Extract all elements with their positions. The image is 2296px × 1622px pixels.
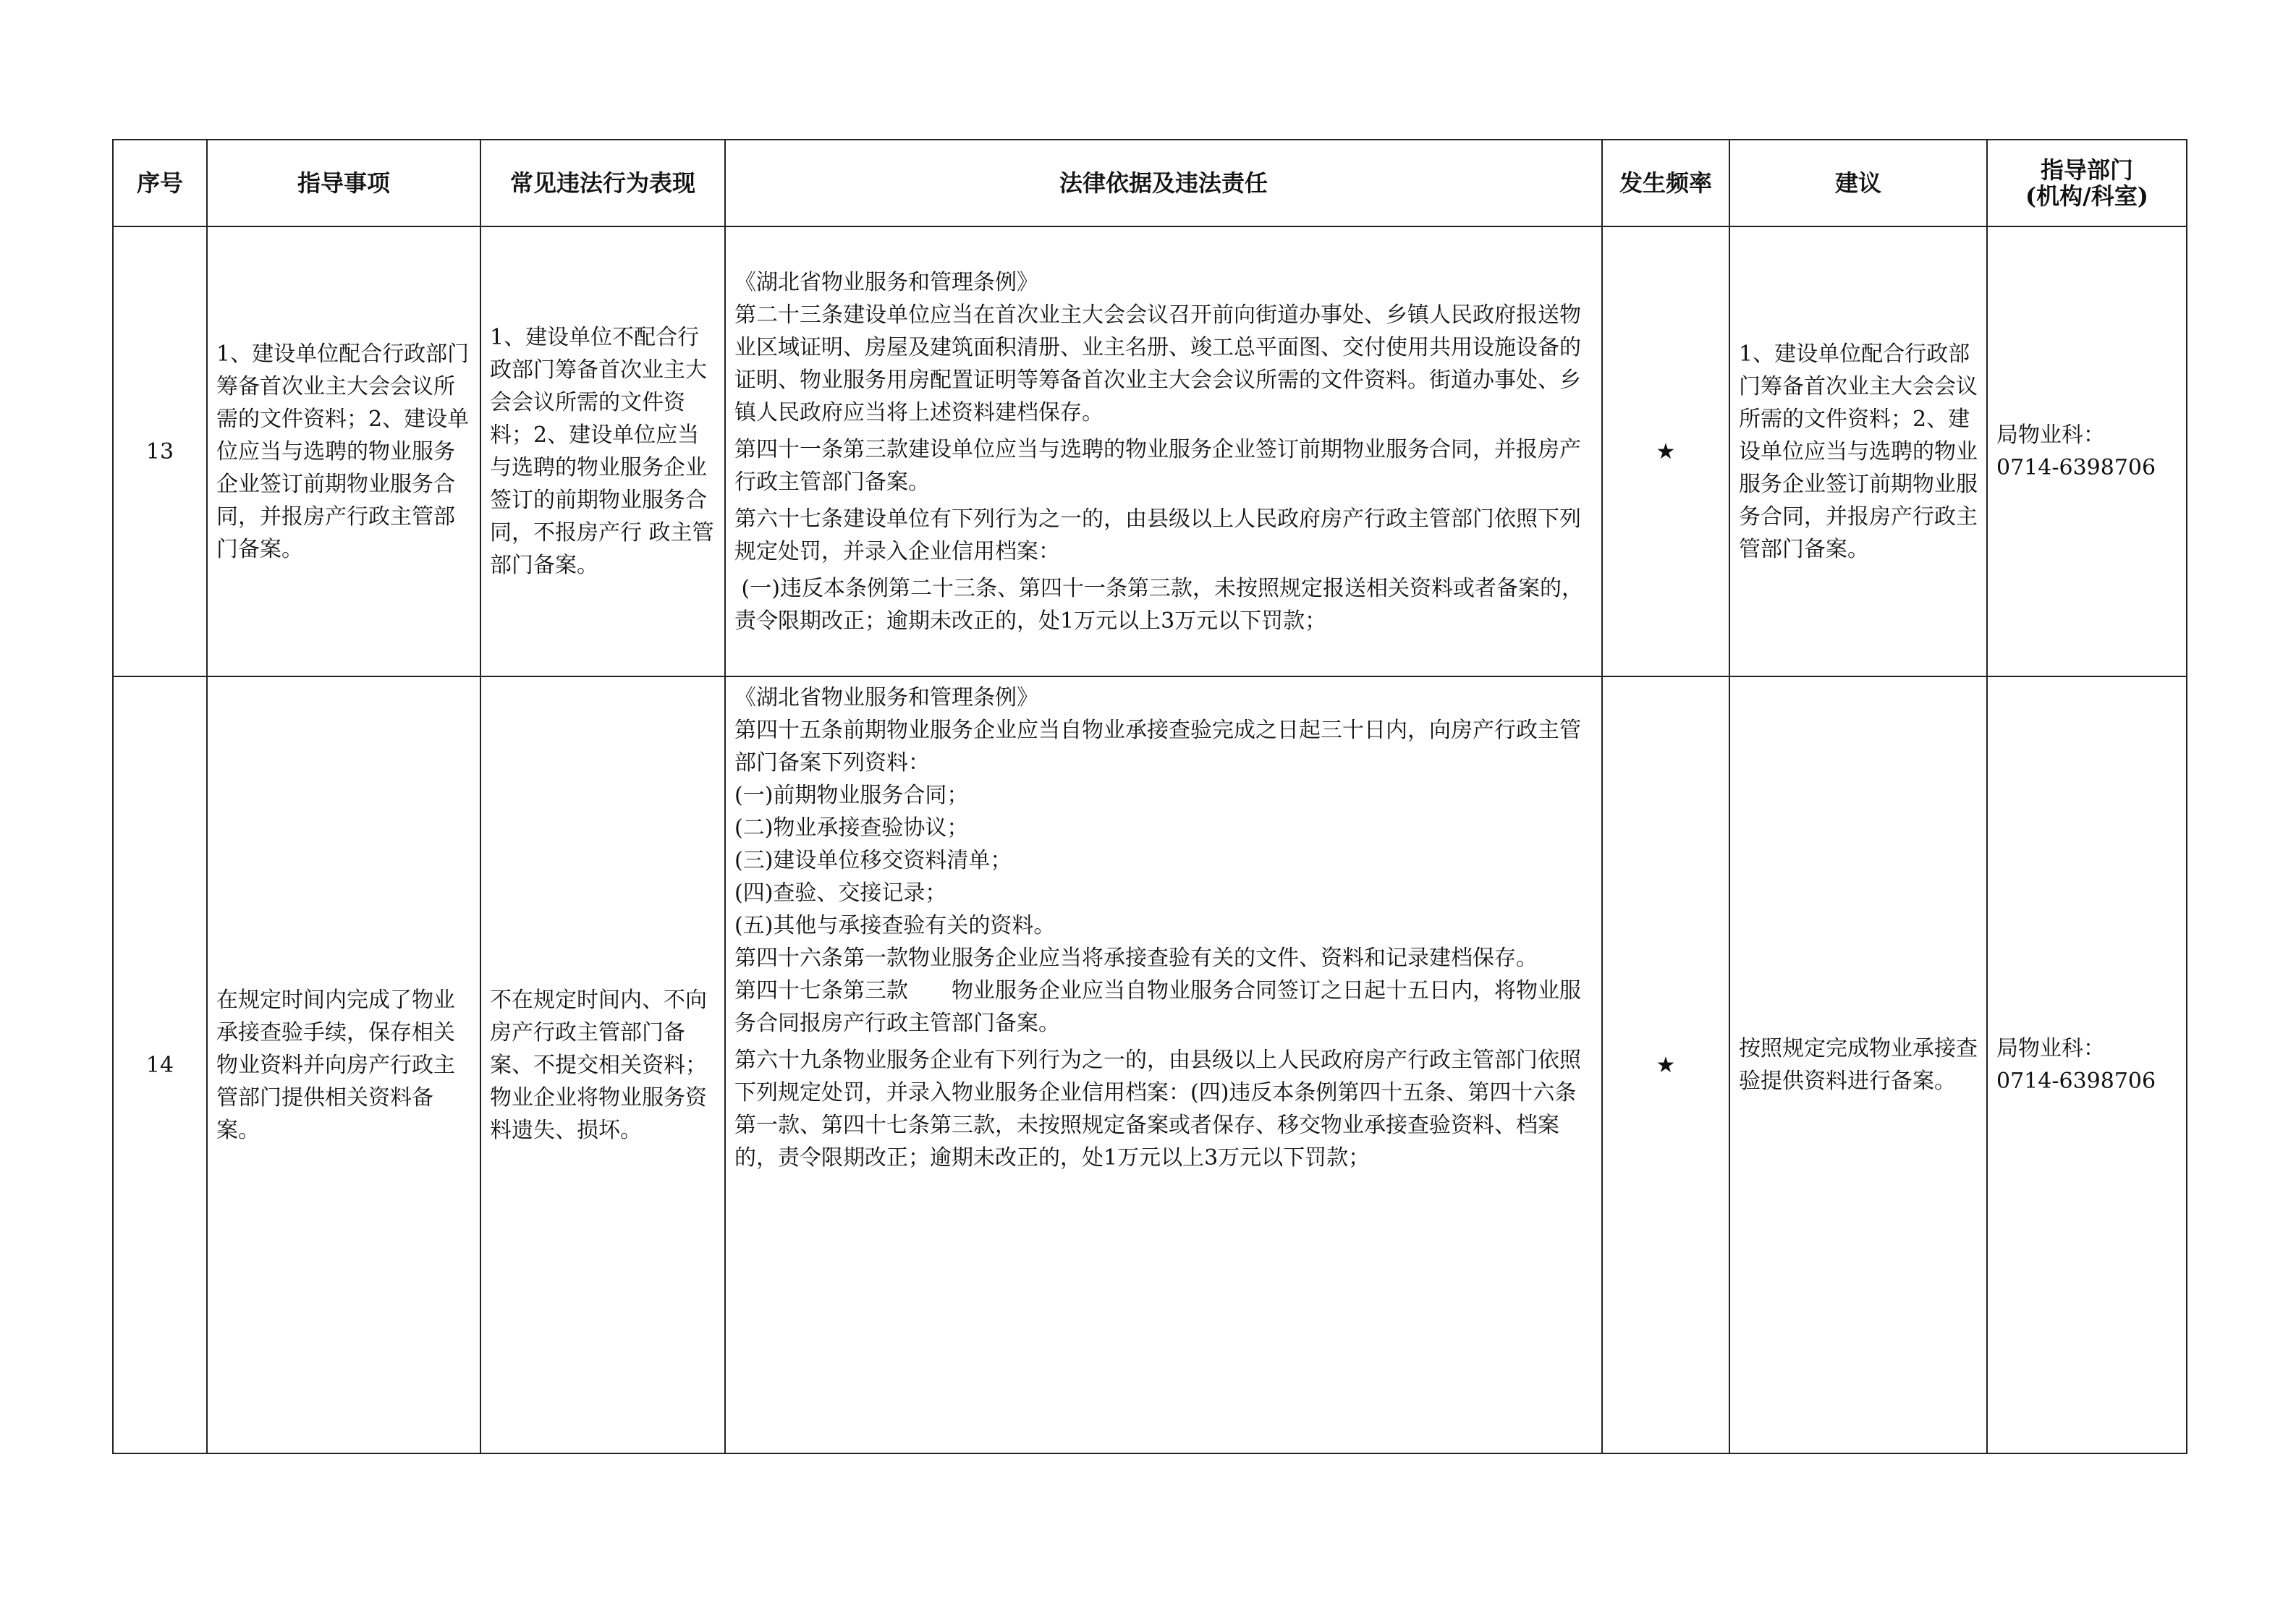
law-paragraph: 第四十五条前期物业服务企业应当自物业承接查验完成之日起三十日内，向房产行政主管部门备案下列资料： <box>734 718 1581 776</box>
law-paragraph: (三)建设单位移交资料清单； <box>734 848 1012 873</box>
frequency-star: ★ <box>1602 676 1729 1453</box>
table-row <box>113 226 2187 676</box>
guidance-table <box>112 139 2187 1454</box>
law-paragraph: 第二十三条建设单位应当在首次业主大会会议召开前向街道办事处、乡镇人民政府报送物业区域证明、房屋及建筑面积清册、业主名册、竣工总平面图、交付使用共用设施设备的证明、物业服务用房配置证明等筹备首次业主大会会议所需的文件资料。街道办事处、乡镇人民政府应当将上述资料建档保存。 <box>734 302 1581 425</box>
law-paragraph: (一)前期物业服务合同； <box>734 783 969 808</box>
row-seq: 13 <box>113 226 207 676</box>
row-suggestion: 按照规定完成物业承接查验提供资料进行备案。 <box>1729 676 1987 1453</box>
law-paragraph: 第四十七条第三款 物业服务企业应当自物业服务合同签订之日起十五日内，将物业服务合同报房产行政主管部门备案。 <box>734 978 1581 1036</box>
law-paragraph: (四)查验、交接记录； <box>734 880 947 906</box>
law-paragraph: 《湖北省物业服务和管理条例》 <box>734 685 1038 710</box>
dept-name: 局物业科： <box>1996 423 2105 448</box>
dept-phone: 0714-6398706 <box>1996 1069 2156 1094</box>
header-item: 指导事项 <box>207 140 480 226</box>
row-item: 1、建设单位配合行政部门筹备首次业主大会会议所需的文件资料；2、建设单位应当与选聘的物业服务企业签订前期物业服务合同，并报房产行政主管部门备案。 <box>207 226 480 676</box>
header-violation: 常见违法行为表现 <box>480 140 725 226</box>
row-violation: 1、建设单位不配合行政部门筹备首次业主大会会议所需的文件资料；2、建设单位应当与选聘的物业服务企业签订的前期物业服务合同，不报房产行 政主管部门备案。 <box>480 226 725 676</box>
row-law <box>725 226 1602 676</box>
header-frequency: 发生频率 <box>1602 140 1729 226</box>
header-dept <box>1987 140 2187 226</box>
row-item: 在规定时间内完成了物业承接查验手续，保存相关物业资料并向房产行政主管部门提供相关资料备案。 <box>207 676 480 1453</box>
law-paragraph: 第四十一条第三款建设单位应当与选聘的物业服务企业签订前期物业服务合同，并报房产行政主管部门备案。 <box>734 436 1581 495</box>
law-paragraph: 第四十六条第一款物业服务企业应当将承接查验有关的文件、资料和记录建档保存。 <box>734 946 1538 971</box>
law-paragraph: (二)物业承接查验协议； <box>734 815 969 841</box>
header-dept-line2: (机构/科室) <box>2025 182 2148 210</box>
header-suggestion: 建议 <box>1729 140 1987 226</box>
row-law <box>725 676 1602 1453</box>
table-header-row <box>113 140 2187 226</box>
dept-phone: 0714-6398706 <box>1996 455 2156 480</box>
row-seq: 14 <box>113 676 207 1453</box>
law-paragraph: 《湖北省物业服务和管理条例》 <box>734 269 1038 295</box>
dept-name: 局物业科： <box>1996 1036 2105 1061</box>
law-paragraph: (五)其他与承接查验有关的资料。 <box>734 913 1056 938</box>
table-row <box>113 676 2187 1453</box>
header-law: 法律依据及违法责任 <box>725 140 1602 226</box>
frequency-star: ★ <box>1602 226 1729 676</box>
row-suggestion: 1、建设单位配合行政部门筹备首次业主大会会议所需的文件资料；2、建设单位应当与选聘的物业服务企业签订前期物业服务合同，并报房产行政主管部门备案。 <box>1729 226 1987 676</box>
header-dept-line1: 指导部门 <box>2040 156 2133 184</box>
law-paragraph: (一)违反本条例第二十三条、第四十一条第三款，未按照规定报送相关资料或者备案的，责令限期改正；逾期未改正的，处1万元以上3万元以下罚款； <box>734 575 1583 634</box>
law-paragraph: 第六十七条建设单位有下列行为之一的，由县级以上人民政府房产行政主管部门依照下列规定处罚，并录入企业信用档案： <box>734 506 1581 564</box>
law-paragraph: 第六十九条物业服务企业有下列行为之一的，由县级以上人民政府房产行政主管部门依照下列规定处罚，并录入物业服务企业信用档案：(四)违反本条例第四十五条、第四十六条第一款、第四十七条第三款，未按照规定备案或者保存、移交物业承接查验资料、档案的，责令限期改正；逾期未改正的，处1万元以上3万元以下罚款； <box>734 1048 1581 1171</box>
row-dept <box>1987 676 2187 1453</box>
row-dept <box>1987 226 2187 676</box>
row-violation: 不在规定时间内、不向 房产行政主管部门备案、不提交相关资料；物业企业将物业服务资料遗失、损坏。 <box>480 676 725 1453</box>
header-seq: 序号 <box>113 140 207 226</box>
